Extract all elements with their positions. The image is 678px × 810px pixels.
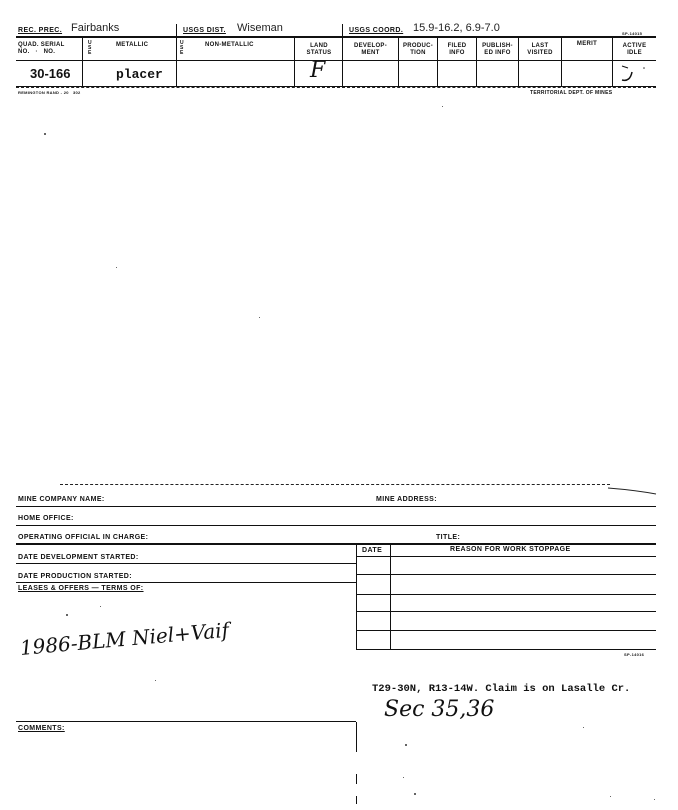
form-number-bottom: SP-14016 (624, 652, 645, 657)
date-prod-label: DATE PRODUCTION STARTED: (18, 573, 132, 580)
location-text: T29-30N, R13-14W. Claim is on Lasalle Cr. (372, 683, 631, 695)
col-last-visited: LAST VISITED (527, 43, 553, 56)
form-number-top: SP-14015 (622, 31, 643, 36)
stoppage-date-header: DATE (362, 547, 383, 554)
land-status-value: F (310, 58, 326, 83)
col-development: DEVELOP- MENT (353, 43, 388, 56)
col-land-status: LAND STATUS (306, 43, 332, 56)
stoppage-reason-header: REASON FOR WORK STOPPAGE (450, 546, 571, 553)
mine-address-label: MINE ADDRESS: (376, 496, 437, 503)
printer-note: REMINGTON RAND - 20 302 (18, 90, 81, 95)
col-active-idle: ACTIVE IDLE (622, 43, 647, 56)
checkmark-icon (614, 60, 656, 86)
handwritten-sec: Sec 35,36 (384, 697, 495, 722)
comments-label: COMMENTS: (18, 725, 65, 732)
col-merit: MERIT (576, 41, 598, 47)
metallic-value: placer (116, 67, 163, 82)
col-use-nonmetallic: U S E (180, 40, 184, 56)
col-non-metallic: NON-METALLIC (205, 42, 254, 48)
serial-number: 30-166 (30, 66, 71, 81)
mine-company-label: MINE COMPANY NAME: (18, 496, 105, 503)
home-office-label: HOME OFFICE: (18, 515, 74, 522)
operating-official-label: OPERATING OFFICIAL IN CHARGE: (18, 534, 149, 541)
usgs-dist-value: Wiseman (237, 22, 283, 34)
usgs-dist-label: USGS DIST. (183, 27, 226, 34)
rec-prec-value: Fairbanks (71, 22, 120, 34)
leases-label: LEASES & OFFERS — TERMS OF: (18, 585, 144, 592)
handwritten-lease: 1986-BLM Niel+Vaif (18, 617, 230, 660)
date-dev-label: DATE DEVELOPMENT STARTED: (18, 554, 139, 561)
usgs-coord-value: 15.9-16.2, 6.9-7.0 (413, 22, 500, 34)
col-filed-info: FILED INFO (447, 43, 467, 56)
col-published-info: PUBLISH- ED INFO (482, 43, 513, 56)
dept-note: TERRITORIAL DEPT. OF MINES (530, 90, 613, 96)
usgs-coord-label: USGS COORD. (349, 27, 404, 34)
col-quad-serial: QUAD. SERIAL NO. · NO. (18, 42, 65, 55)
col-metallic: METALLIC (116, 42, 149, 48)
title-label: TITLE: (436, 534, 461, 541)
card-edge-curve (604, 480, 660, 498)
col-production: PRODUC- TION (402, 43, 434, 56)
rec-prec-label: REC. PREC. (18, 27, 63, 34)
col-use-metallic: U S E (88, 40, 92, 56)
